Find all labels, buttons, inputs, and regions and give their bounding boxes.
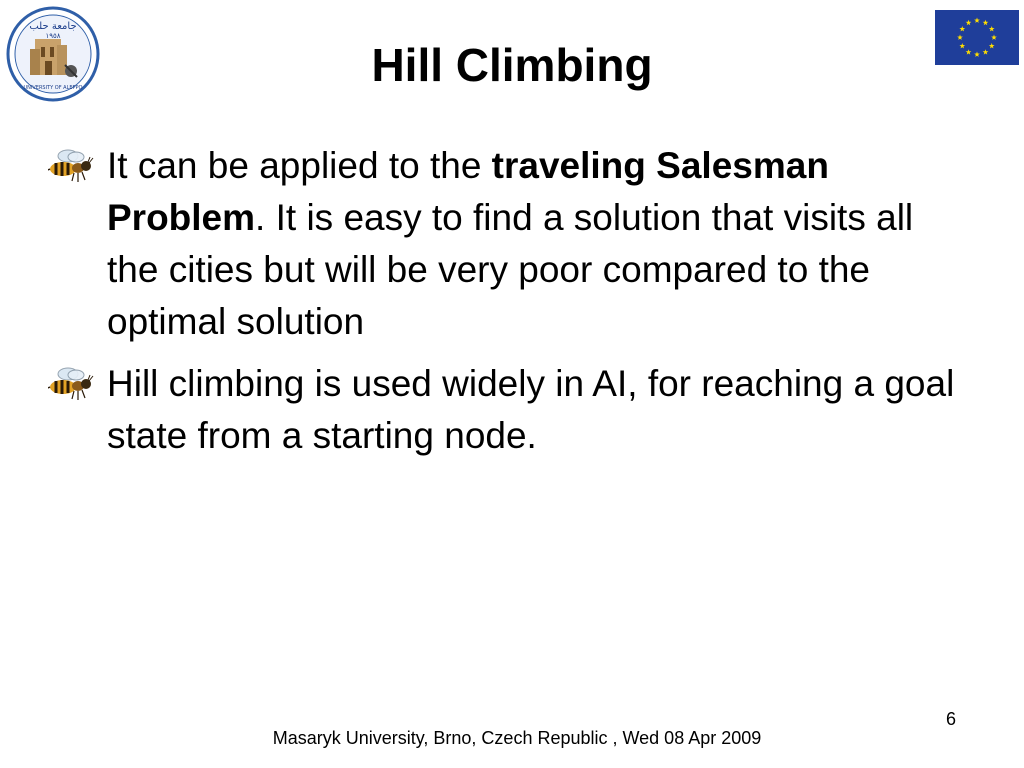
bullet-text: Hill climbing is used widely in AI, for reaching a goal state from a starting node.	[107, 363, 955, 456]
bullet-item	[48, 358, 968, 462]
page-number: 6	[946, 709, 957, 729]
bullet-text-pre: It can be applied to the	[107, 145, 492, 186]
logo-english-text: UNIVERSITY OF ALEPPO	[23, 85, 83, 91]
bullet-text-post: . It is easy to find a solution that visits all the cities but will be very poor compared to the optimal solution	[107, 197, 914, 342]
bee-icon	[48, 366, 94, 402]
bee-icon	[48, 148, 94, 184]
slide-title: Hill Climbing	[371, 39, 653, 91]
bullet-item	[48, 140, 968, 348]
bullet-text-bold: traveling Salesman Problem	[107, 145, 829, 238]
logo-year: ١٩٥٨	[45, 32, 61, 40]
bullet-list	[48, 140, 968, 472]
footer-text: Masaryk University, Brno, Czech Republic , Wed 08 Apr 2009	[272, 728, 762, 748]
logo-arabic-text: جامعة حلب	[29, 21, 77, 32]
